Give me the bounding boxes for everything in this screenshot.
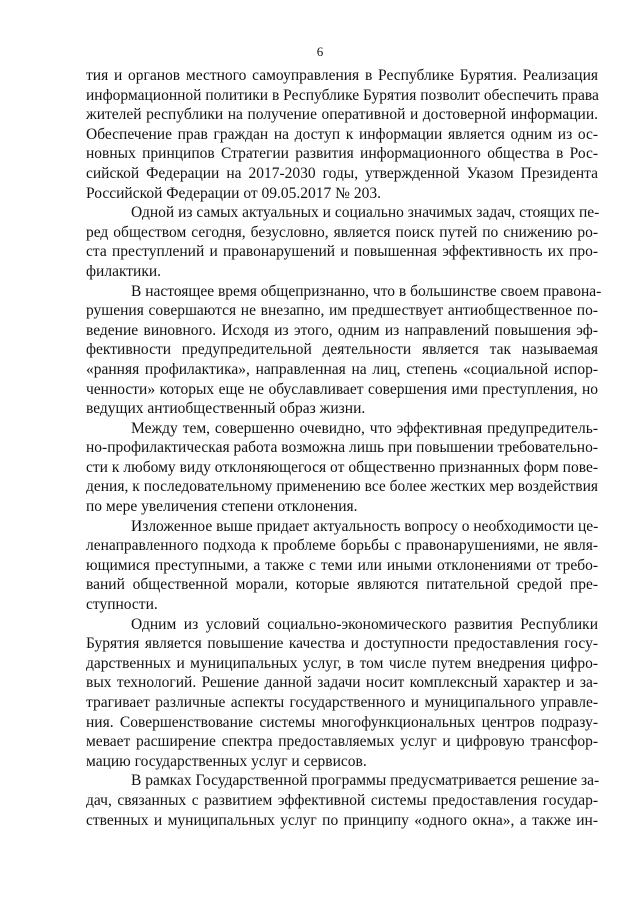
- text-line: В настоящее время общепризнанно, что в большинстве своем правона-: [131, 282, 602, 300]
- text-line: ченности» которых еще не обуславливает совершения ими преступления, но: [86, 380, 598, 398]
- text-line: сийской Федерации на 2017-2030 годы, утвержденной Указом Президента: [86, 164, 598, 182]
- text-line: ваний общественной морали, которые являются питательной средой пре-: [86, 576, 598, 594]
- paragraph: [86, 615, 598, 772]
- text-line: Изложенное выше придает актуальность вопросу о необходимости це-: [131, 517, 599, 535]
- text-line: ведение виновного. Исходя из этого, одним из направлений повышения эф-: [86, 321, 598, 339]
- paragraph: [86, 517, 598, 615]
- text-line: ред обществом сегодня, безусловно, является поиск путей по снижению ро-: [86, 223, 598, 241]
- text-line: трагивает различные аспекты государственного и муниципального управле-: [86, 694, 598, 711]
- text-line: рушения совершаются не внезапно, им предшествует антиобщественное по-: [86, 302, 598, 320]
- text-line: Одним из условий социально-экономического развития Республики: [131, 615, 598, 633]
- text-line: жителей республики на получение оперативной и достоверной информации.: [86, 106, 598, 124]
- text-line: мевает расширение спектра предоставляемых услуг и цифровую трансфор-: [86, 733, 598, 751]
- text-line: фективности предупредительной деятельности является так называемая: [86, 341, 598, 359]
- text-line: дач, связанных с развитием эффективной системы предоставления государ-: [86, 791, 598, 809]
- text-line: по мере увеличения степени отклонения.: [86, 498, 358, 516]
- text-line: ния. Совершенствование системы многофункциональных центров подразу-: [86, 713, 598, 731]
- paragraph: [86, 282, 602, 419]
- text-line: информационной политики в Республике Бурятия позволит обеспечить права: [86, 86, 599, 104]
- text-line: но-профилактическая работа возможна лишь при повышении требовательно-: [86, 439, 599, 457]
- text-line: В рамках Государственной программы предусматривается решение за-: [131, 772, 600, 790]
- text-line: сти к любому виду отклоняющегося от общественно признанных форм пове-: [86, 458, 598, 476]
- text-line: новных принципов Стратегии развития информационного общества в Рос-: [86, 145, 598, 163]
- paragraph: [86, 771, 598, 830]
- paragraph: [86, 66, 598, 203]
- text-line: тия и органов местного самоуправления в Республике Бурятия. Реализация: [86, 67, 598, 84]
- text-line: ступности.: [86, 596, 158, 614]
- text-line: мацию государственных услуг и сервисов.: [86, 752, 367, 770]
- body-text: [86, 66, 602, 830]
- text-line: ющимися преступными, а также с теми или иными отклонениями от требо-: [86, 556, 598, 574]
- text-line: ственных и муниципальных услуг по принципу «одного окна», а также ин-: [86, 811, 598, 829]
- text-line: ленаправленного подхода к проблеме борьбы с правонарушениями, не явля-: [86, 537, 598, 555]
- paragraph: [86, 203, 598, 281]
- text-line: Между тем, совершенно очевидно, что эффективная предупредитель-: [131, 419, 598, 437]
- text-line: дарственных и муниципальных услуг, в том числе путем внедрения цифро-: [86, 654, 598, 672]
- text-line: филактики.: [86, 262, 162, 280]
- text-line: Бурятия является повышение качества и доступности предоставления госу-: [86, 635, 598, 653]
- text-line: ста преступлений и правонарушений и повышенная эффективность их про-: [86, 243, 598, 261]
- text-line: вых технологий. Решение данной задачи носит комплексный характер и за-: [86, 674, 598, 692]
- text-line: Обеспечение прав граждан на доступ к информации является одним из ос-: [86, 125, 598, 143]
- text-line: Одной из самых актуальных и социально значимых задач, стоящих пе-: [131, 204, 600, 222]
- paragraph: [86, 419, 598, 517]
- page-number: 6: [316, 44, 324, 59]
- text-line: ведущих антиобщественный образ жизни.: [86, 400, 366, 418]
- text-line: Российской Федерации от 09.05.2017 № 203.: [86, 184, 381, 202]
- text-line: дения, к последовательному применению все более жестких мер воздействия: [86, 478, 598, 496]
- text-line: «ранняя профилактика», направленная на лиц, степень «социальной испор-: [86, 360, 598, 378]
